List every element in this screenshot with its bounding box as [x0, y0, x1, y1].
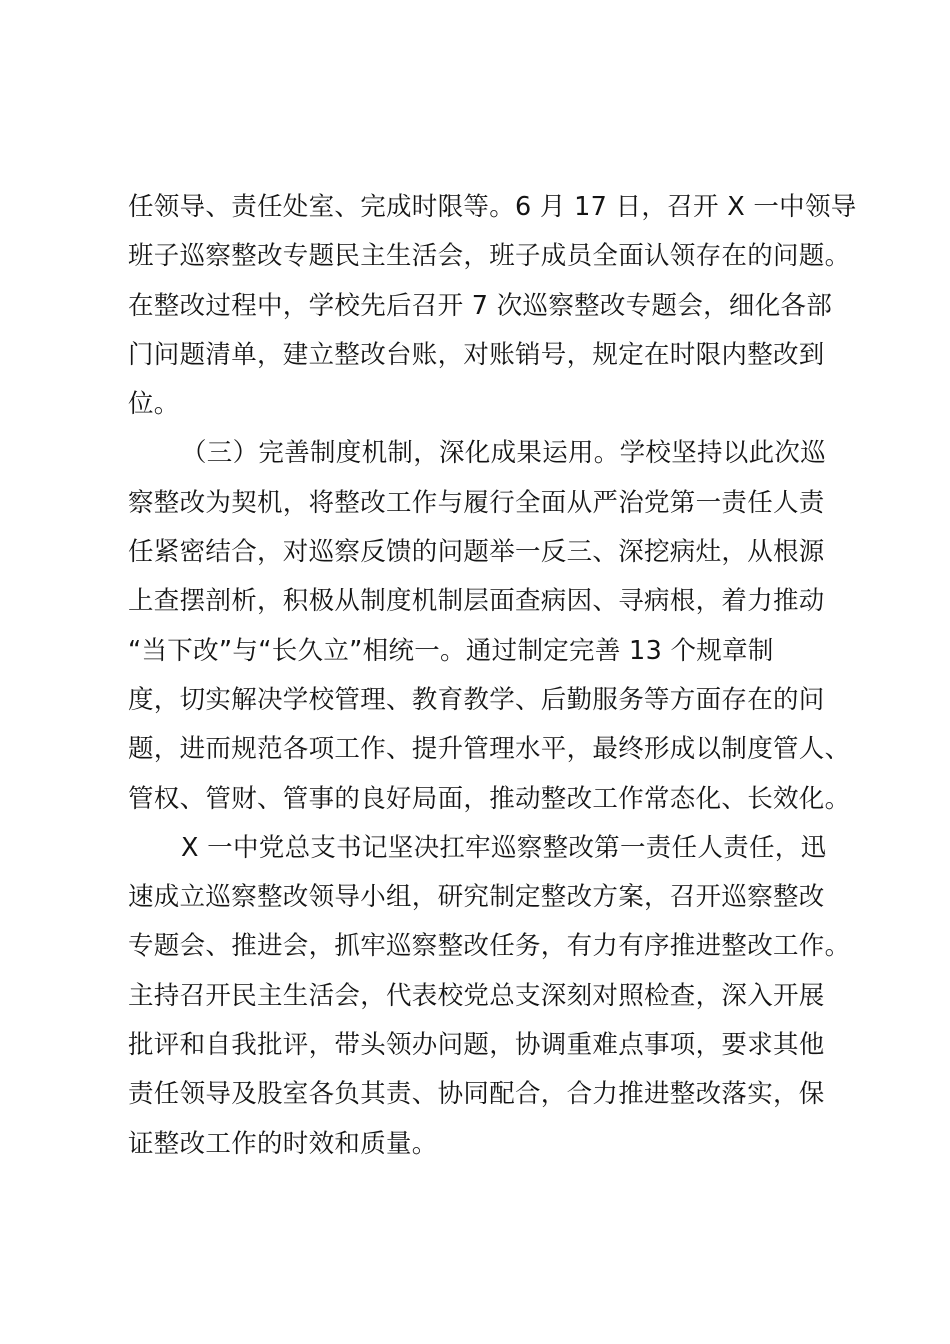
text-line: 任紧密结合，对巡察反馈的问题举一反三、深挖病灶，从根源	[128, 537, 825, 568]
text-line: 位。	[128, 389, 180, 420]
text-line: “当下改”与“长久立”相统一。通过制定完善 13 个规章制	[128, 635, 774, 666]
text-line: 专题会、推进会，抓牢巡察整改任务，有力有序推进整改工作。	[128, 931, 851, 962]
body-text	[128, 183, 857, 1169]
text-line: 责任领导及股室各负其责、协同配合，合力推进整改落实，保	[128, 1079, 825, 1110]
text-line: 任领导、责任处室、完成时限等。6 月 17 日，召开 X 一中领导	[128, 192, 857, 222]
text-line: 在整改过程中，学校先后召开 7 次巡察整改专题会，细化各部	[128, 290, 833, 321]
section-heading-line: （三）完善制度机制，深化成果运用。学校坚持以此次巡	[181, 438, 827, 469]
paragraph-start-line: X 一中党总支书记坚决扛牢巡察整改第一责任人责任，迅	[181, 832, 827, 863]
text-line: 上查摆剖析，积极从制度机制层面查病因、寻病根，着力推动	[128, 586, 825, 617]
text-line: 度，切实解决学校管理、教育教学、后勤服务等方面存在的问	[128, 684, 825, 715]
text-line: 批评和自我批评，带头领办问题，协调重难点事项，要求其他	[128, 1030, 825, 1061]
text-line: 班子巡察整改专题民主生活会，班子成员全面认领存在的问题。	[128, 241, 851, 272]
text-line: 题，进而规范各项工作、提升管理水平，最终形成以制度管人、	[128, 734, 851, 765]
text-line: 门问题清单，建立整改台账，对账销号，规定在时限内整改到	[128, 339, 825, 370]
text-line: 证整改工作的时效和质量。	[128, 1128, 438, 1159]
text-line: 速成立巡察整改领导小组，研究制定整改方案，召开巡察整改	[128, 882, 825, 913]
text-line: 察整改为契机，将整改工作与履行全面从严治党第一责任人责	[128, 487, 825, 518]
text-line: 管权、管财、管事的良好局面，推动整改工作常态化、长效化。	[128, 783, 851, 814]
text-line: 主持召开民主生活会，代表校党总支深刻对照检查，深入开展	[128, 980, 825, 1011]
